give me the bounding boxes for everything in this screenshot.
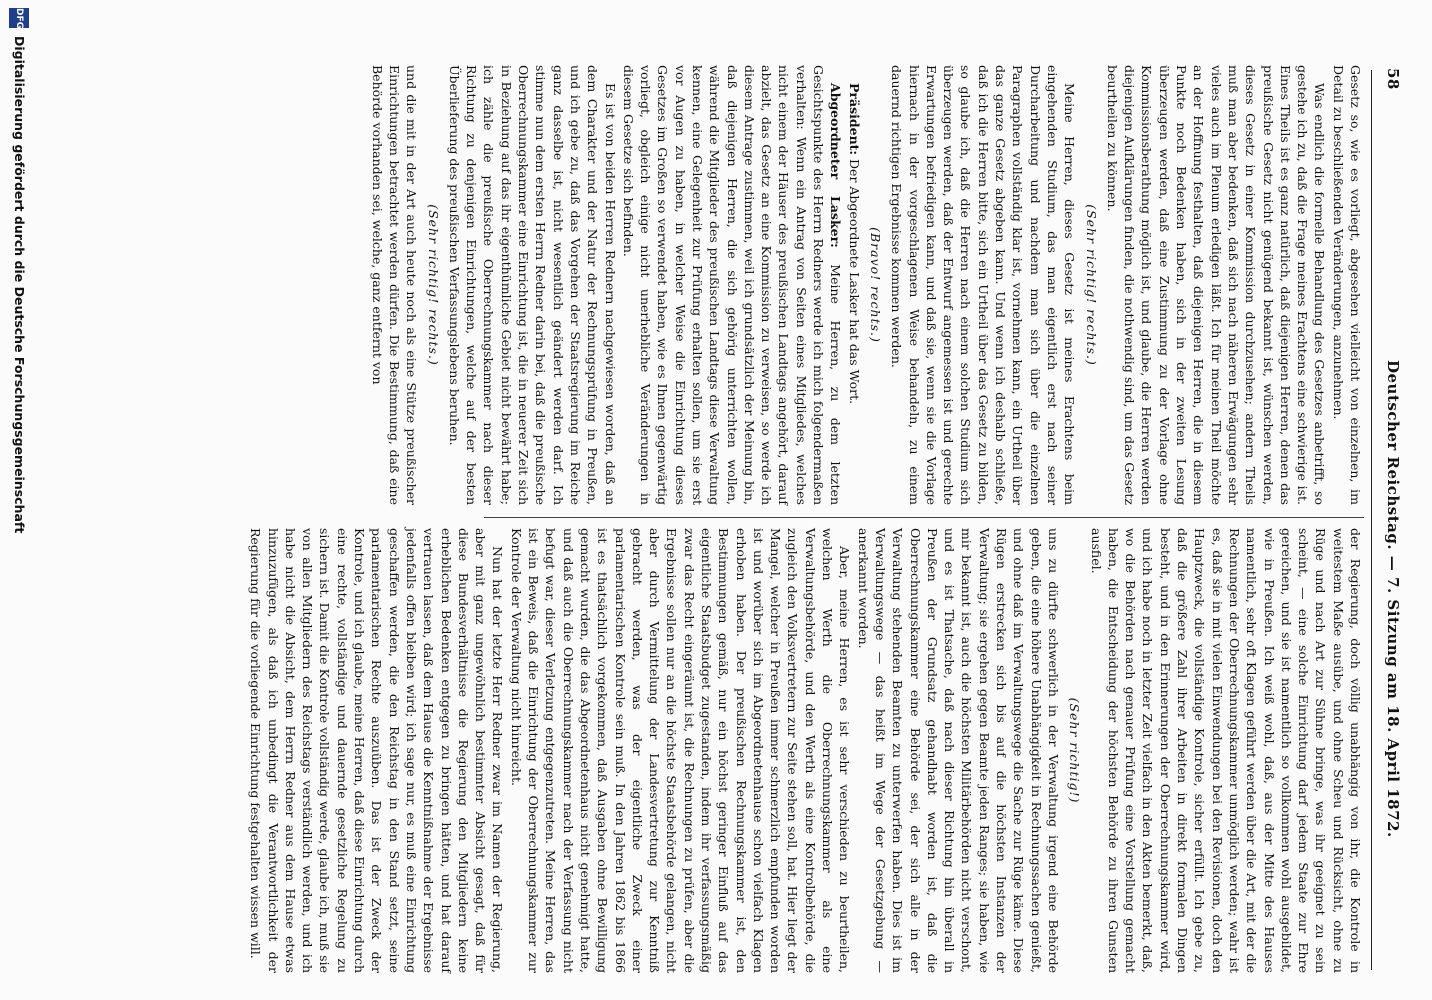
paragraph: Gesetz so, wie es vorliegt, abgesehen vielleicht von einzelnen, im Detail zu beschließenden Veränderungen, anzunehmen. xyxy=(1330,65,1363,505)
right-column xyxy=(248,528,1364,973)
paragraph: Meine Herren, dieses Gesetz ist meines Erachtens beim eingehenden Studium, das man eigentlich erst nach seiner Durcharbeitung und nachdem man sich über die einzelnen Paragraphen vollständig klar ist, vornehmen kann, ein Urtheil über das ganze Gesetz abgeben kann. Und wenn ich deshalb schließe, daß ich die Herren bitte, sich ein Urtheil über das Gesetz zu bilden, so glaube ich, daß die Herren nach einem solchen Studium sich überzeugen werden, daß der Entwurf angemessen ist und gerechte Erwartungen befriedigen kann, und daß sie, wenn sie die Vorlage hiernach in der vorgeschlagenen Weise behandeln, zu einem dauernd richtigen Ergebnisse kommen werden. xyxy=(889,65,1078,505)
paragraph xyxy=(620,65,845,505)
column-divider xyxy=(484,517,1364,518)
speaker-name: Abgeordneter Lasker: xyxy=(828,83,844,248)
interjection: (Sehr richtig! rechts.) xyxy=(425,204,441,366)
running-title: Deutscher Reichstag. — 7. Sitzung am 18. April 1872. xyxy=(1384,360,1402,838)
speaker-name: Präsident: xyxy=(846,83,862,156)
interjection: (Sehr richtig!) xyxy=(1067,697,1083,804)
interjection: (Sehr richtig! rechts.) xyxy=(1083,204,1099,366)
left-column xyxy=(369,65,1364,505)
digitization-credit: Digitalisierung gefördert durch die Deutsche Forschungsgemeinschaft xyxy=(12,36,27,534)
paragraph: uns zu dürfte schwerlich in der Verwaltung irgend eine Behörde geben, die eine höhere Unabhängigkeit in Rechnungssachen genießt, und ohne daß im Verwaltungswege die Sache zur Rüge käme. Diese Rügen erstrecken sich bis auf die höchsten Instanzen der Verwaltung; sie ergehen gegen Beamte jeden Ranges; sie haben, wie mir bekannt ist, auch die höchsten Militärbehörden nicht verschont, und es ist Thatsache, daß nach dieser Richtung hin überall in Preußen der Grundsatz gehandhabt worden ist, daß die Oberrechnungskammer eine Behörde sei, der sich alle in der Verwaltung stehenden Beamten zu unterwerfen haben. Dies ist im Verwaltungswege — das heißt im Wege der Gesetzgebung — anerkannt worden. xyxy=(855,528,1061,973)
paragraph xyxy=(845,65,862,505)
speech-text: Meine Herren, zu dem letzten Gesichtspunkte des Herrn Redners werde ich mich folgendermaßen verhalten: Wenn ein Antrag von Seiten eines Mitgliedes, welches nicht einem der Häuser des preußischen Landtags angehört, darauf abzielt, das Gesetz an eine Kommission zu verweisen, so werde ich diesem Antrage zustimmen, weil ich grundsätzlich der Meinung bin, daß diejenigen Herren, die sich gehörig unterrichten wollen, während die Mitglieder des preußischen Landtags diese Verwaltung kennen, eine Gelegenheit zur Prüfung erhalten sollen, um sie erst vor Augen zu haben, in welcher Weise die Einrichtung dieses Gesetzes im Großen so verwendet haben, wie es Ihnen gegenwärtig vorliegt, obgleich einige nicht unerhebliche Veränderungen in diesem Gesetze sich befinden. xyxy=(620,65,844,505)
paragraph: und die mit in der Art auch heute noch als eine Stütze preußischer Einrichtungen betrachtet werden dürfen. Die Bestimmung, daß eine Behörde vorhanden sei, welche, ganz entfernt von xyxy=(369,65,420,505)
page-number: 58 xyxy=(1384,68,1402,90)
dfg-logo-icon: DFG xyxy=(9,8,29,28)
paragraph: Es ist von beiden Herren Rednern nachgewiesen worden, daß an dem Charakter und der Natur der Rechnungsprüfung in Preußen, und ich gebe zu, daß das Vorgehen der Staatsregierung im Reiche ganz dasselbe ist, nicht wesentlich geändert werden darf. Ich stimme nun dem ersten Herrn Redner darin bei, daß die preußische Oberrechnungskammer eine Einrichtung ist, die in neuerer Zeit sich in Beziehung auf das ihr eigenthümliche Gebiet nicht bewährt habe; ich zähle die preußische Oberrechnungskammer nach dieser Richtung zu denjenigen Einrichtungen, welche auf der besten Überlieferung des preußischen Verfassungslebens beruhen. xyxy=(446,65,618,505)
interjection: (Bravo! rechts.) xyxy=(867,227,883,343)
paragraph: Aber, meine Herren, es ist sehr verschieden zu beurtheilen, welchen Werth die Oberrechnungskammer als eine Verwaltungsbehörde, und den Werth als eine Kontrolbehörde, die zugleich den Volksvertretern zur Seite stehen soll, hat. Hier liegt der Mangel, welcher in Preußen immer schmerzlich empfunden worden ist und worüber sich im Abgeordnetenhause schon vielfach Klagen erhoben haben. Der preußischen Rechnungskammer ist, den Bestimmungen gemäß, nur ein höchst geringer Einfluß auf das eigentliche Staatsbudget zugestanden, indem ihr verfassungsmäßig zwar das Recht eingeräumt ist, die Rechnungen zu prüfen, aber die Ergebnisse sollen nur an die höchste Staatsbehörde gelangen, nicht aber durch Vermittelung der Landesvertretung zur Kenntniß gebracht werden, was der eigentliche Zweck einer parlamentarischen Kontrole sein muß. In den Jahren 1862 bis 1866 ist es thatsächlich vorgekommen, daß Ausgaben ohne Bewilligung gemacht wurden, die das Abgeordnetenhaus nicht genehmigt hatte, und daß auch die Oberrechnungskammer nach der Verfassung nicht befugt war, dieser Verletzung entgegenzutreten. Meine Herren, das ist ein Beweis, daß die Einrichtung der Oberrechnungskammer zur Kontrole der Verwaltung nicht hinreicht. xyxy=(508,528,853,973)
page-footer xyxy=(6,0,30,1000)
paragraph: der Regierung, doch völlig unabhängig von ihr, die Kontrole in weitestem Maße ausübe, und ohne Scheu und Rücksicht, ohne zu Rüge und nach Art zur Sühne bringe, was ihr geeignet zu sein scheint, — eine solche Einrichtung darf jedem Staate zur Ehre gereichen, und sie ist namentlich so vollkommen wohl ausgebildet, wie in Preußen. Ich weiß wohl, daß, aus der Mitte des Hauses namentlich, sehr oft Klagen geführt werden über die Art, mit der die Rechnungen der Oberrechnungskammer unmöglich werden; wahr ist es, daß sie in mit vielen Einwendungen bei den Revisionen, doch den Hauptzweck, die vollständige Kontrole, sicher erfüllt. Ich gebe zu, daß die größere Zahl ihrer Arbeiten in direkt formalen Dingen besteht, und in den Erinnerungen der Oberrechnungskammer wird, und ich habe noch in letzter Zeit vielfach in den Akten bemerkt, daß, wo die Behörden nach genauer Prüfung eine Vorstellung gemacht haben, die Entscheidung der höchsten Behörde zu ihren Gunsten ausfiel. xyxy=(1088,528,1363,973)
speech-text: Der Abgeordnete Lasker hat das Wort. xyxy=(846,155,862,405)
paragraph: Nun hat der letzte Herr Redner zwar im Namen der Regierung, aber mit ganz ungewöhnlich bestimmter Absicht gesagt, daß für diese Bundesverhältnisse die Regierung den Mitgliedern keine erheblichen Bedenken entgegen zu bringen hätten, und hat darauf vertrauen lassen, daß dem Hause die Kenntnißnahme der Ergebnisse jedenfalls offen bleiben wird; ich sage nur, es muß eine Einrichtung geschaffen werden, die den Reichstag in den Stand setzt, seine parlamentarischen Rechte auszuüben. Das ist der Zweck der Kontrole, und ich glaube, meine Herren, daß diese Einrichtung durch eine rechte, vollständige und dauernde gesetzliche Regelung zu sichern ist. Damit die Kontrole vollständig werde, glaube ich, muß sie von allen Mitgliedern des Reichstags verständlich werden, und ich habe nicht die Absicht, dem Herrn Redner aus dem Hause etwas hinzuzufügen, als daß ich unbedingt die Verantwortlichkeit der Regierung für die vorliegende Einrichtung festgehalten wissen will. xyxy=(248,528,506,973)
page-header xyxy=(1374,30,1402,970)
paragraph: Was endlich die formelle Behandlung des Gesetzes anbetrifft, so gestehe ich zu, daß die Frage meines Erachtens eine schwierige ist. Eines Theils ist es ganz natürlich, daß diejenigen Herren, denen das preußische Gesetz nicht genügend bekannt ist, wünschen werden, dieses Gesetz in einer Kommission durchzusehen; andern Theils muß man aber bedenken, daß sich nach näheren Erwägungen sehr vieles auch im Plenum erledigen läßt. Ich für meinen Theil möchte an der Hoffnung festhalten, daß diejenigen Herren, die in diesem Punkte noch Bedenken haben, sich in der zweiten Lesung überzeugen werden, daß eine Zustimmung zu der Vorlage ohne Kommissionsberathung möglich ist, und glaube, die Herren werden diejenigen Aufklärungen finden, die nothwendig sind, um das Gesetz beurtheilen zu können. xyxy=(1104,65,1328,505)
header-rule xyxy=(1371,70,1372,970)
